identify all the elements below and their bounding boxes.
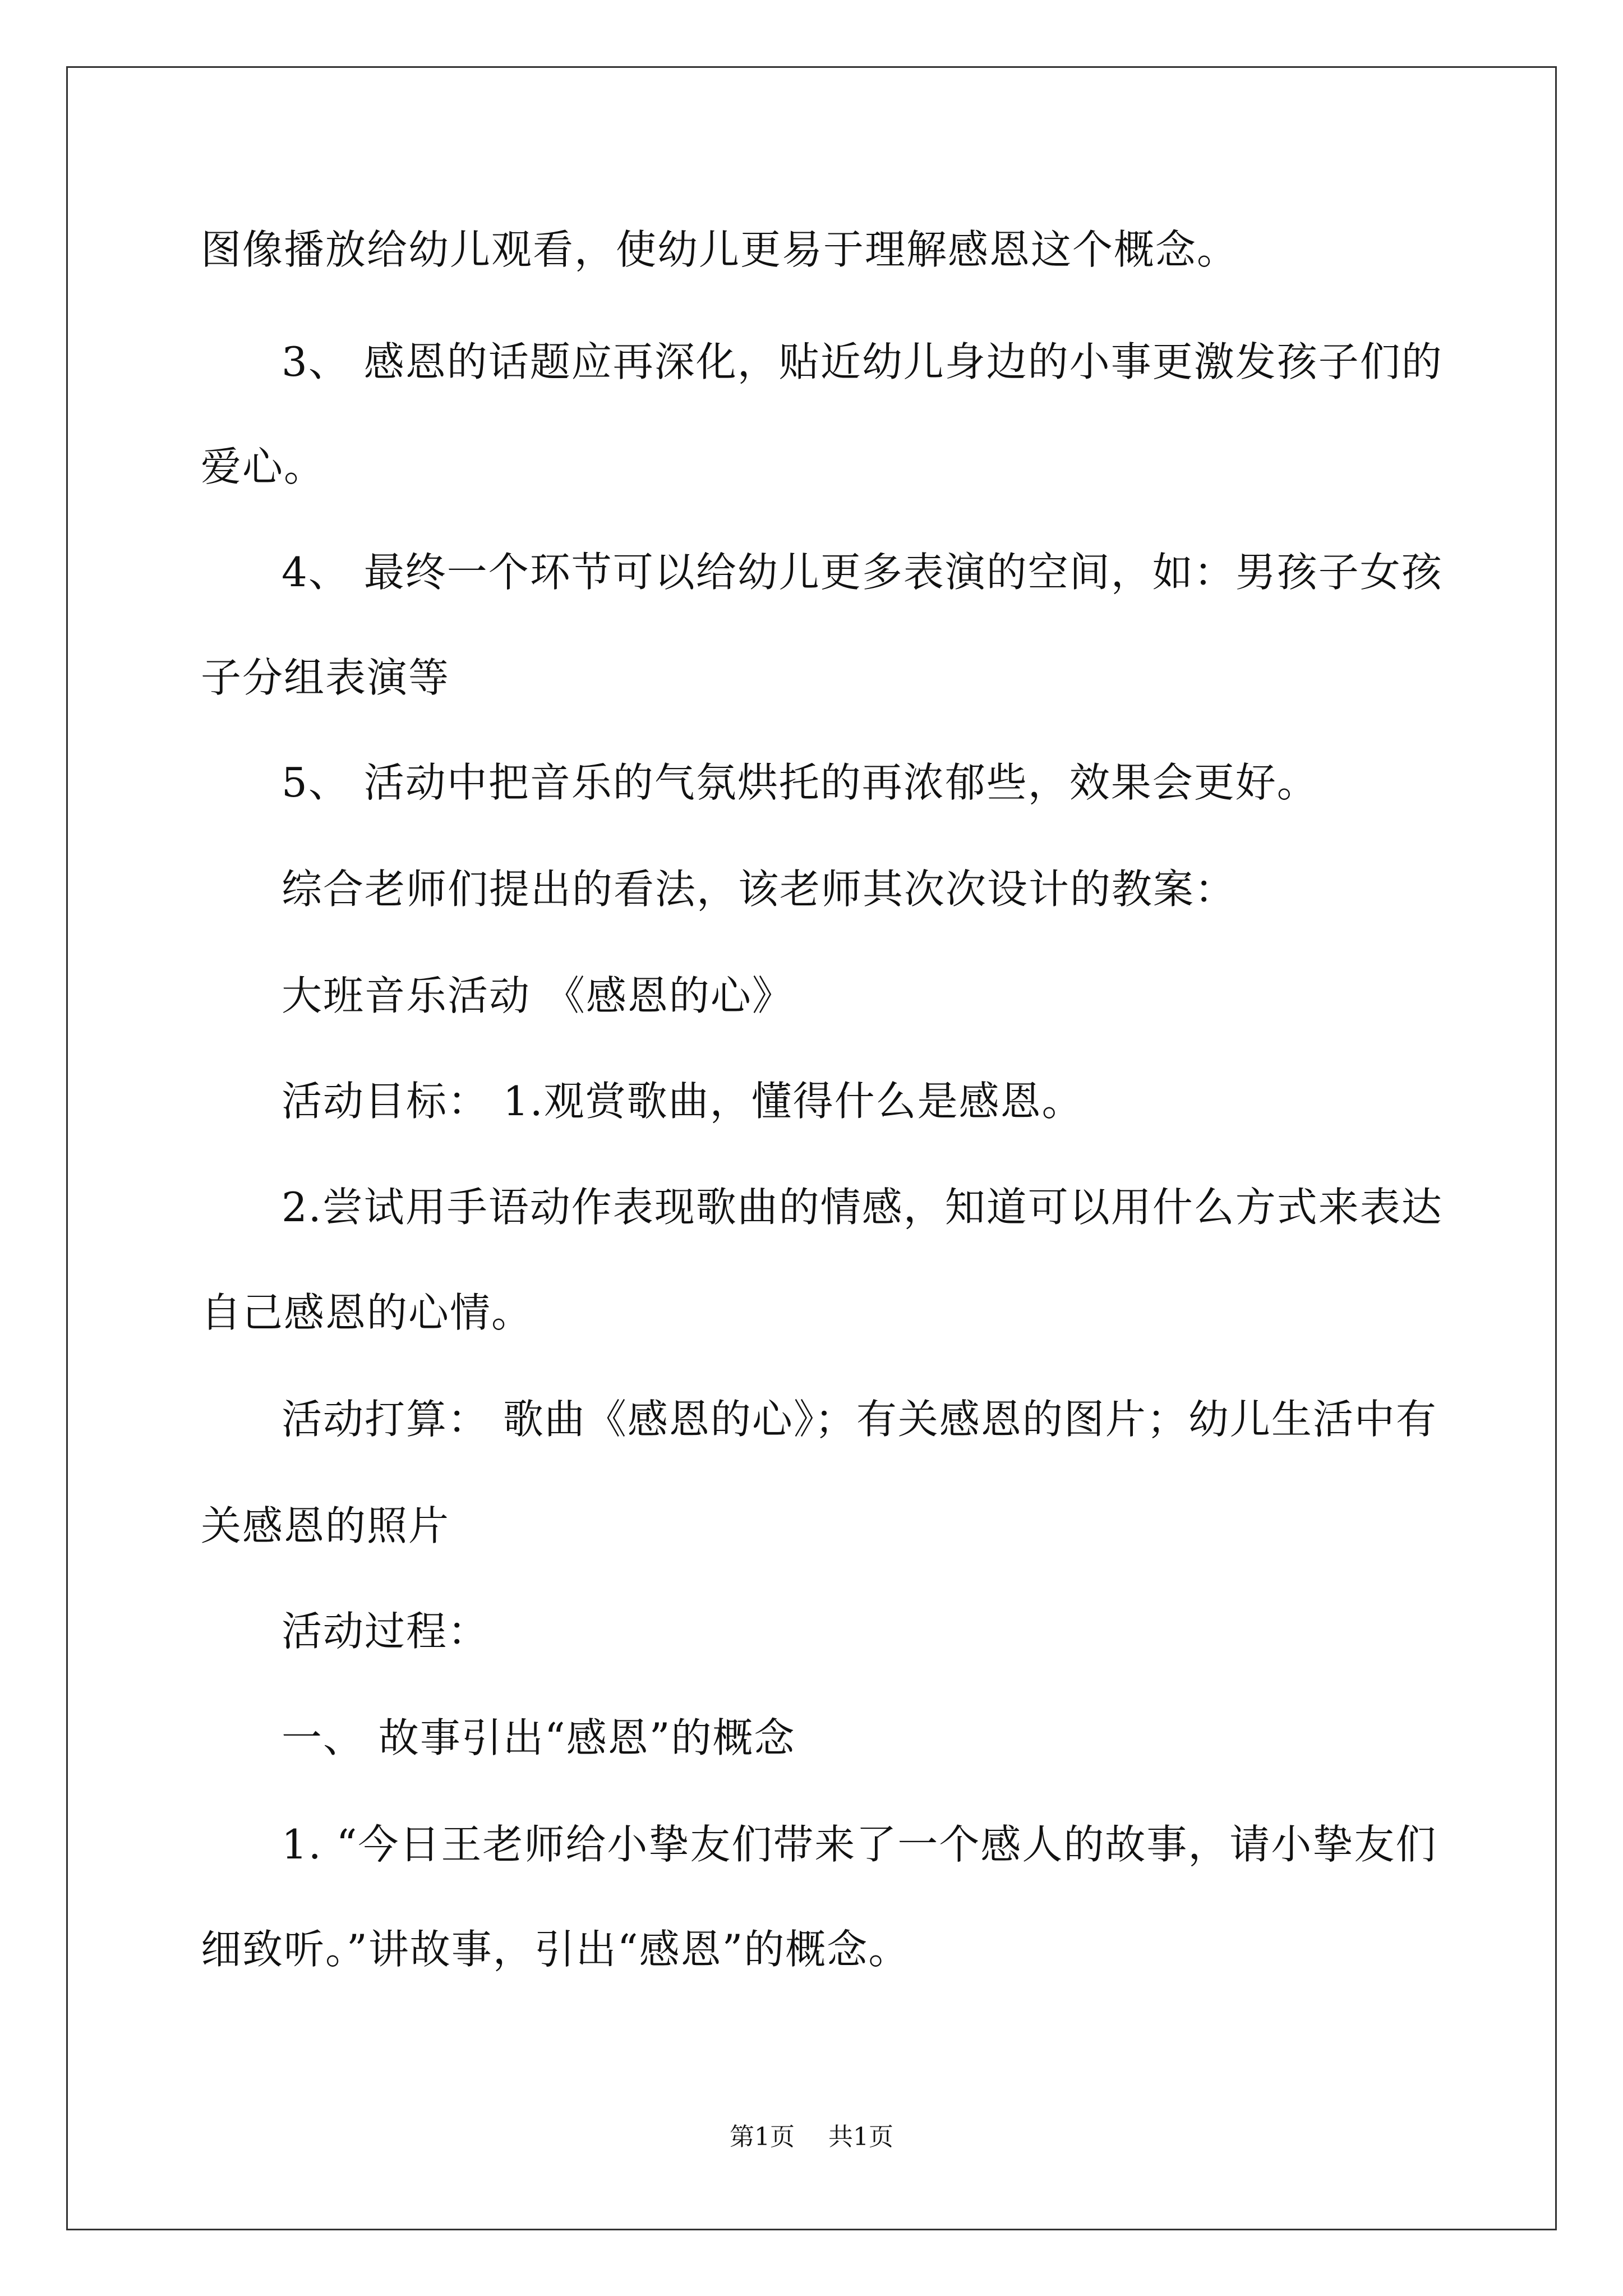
text-line-17: 细致听。”讲故事，引出“感恩”的概念。 (201, 1926, 910, 1973)
text-line-3: 爱心。 (201, 443, 326, 490)
text-line-13: 关感恩的照片 (201, 1502, 450, 1549)
text-line-7: 综合老师们提出的看法，该老师其次次设计的教案： (282, 866, 1237, 913)
page-total: 共1页 (828, 2123, 893, 2151)
text-line-11: 自己感恩的心情。 (201, 1289, 533, 1336)
text-line-12: 活动打算： 歌曲《感恩的心》；有关感恩的图片；幼儿生活中有 (282, 1396, 1437, 1443)
text-line-8: 大班音乐活动 《感恩的心》 (282, 972, 794, 1019)
text-line-4: 4、 最终一个环节可以给幼儿更多表演的空间，如：男孩子女孩 (282, 549, 1443, 596)
page-number: 第1页 (730, 2123, 795, 2151)
text-line-9: 活动目标： 1.观赏歌曲，懂得什么是感恩。 (282, 1078, 1083, 1125)
text-line-5: 子分组表演等 (201, 654, 450, 701)
text-line-1: 图像播放给幼儿观看，使幼儿更易于理解感恩这个概念。 (201, 226, 1239, 273)
text-line-6: 5、 活动中把音乐的气氛烘托的再浓郁些，效果会更好。 (282, 759, 1318, 806)
text-line-16: 1. “今日王老师给小挚友们带来了一个感人的故事，请小挚友们 (282, 1821, 1437, 1868)
page-footer (0, 2120, 1623, 2154)
text-line-10: 2.尝试用手语动作表现歌曲的情感，知道可以用什么方式来表达 (282, 1184, 1443, 1231)
text-line-15: 一、 故事引出“感恩”的概念 (282, 1714, 796, 1761)
text-line-2: 3、 感恩的话题应再深化，贴近幼儿身边的小事更激发孩子们的 (282, 338, 1443, 385)
page-border (66, 66, 1557, 2230)
text-line-14: 活动过程： (282, 1608, 490, 1655)
